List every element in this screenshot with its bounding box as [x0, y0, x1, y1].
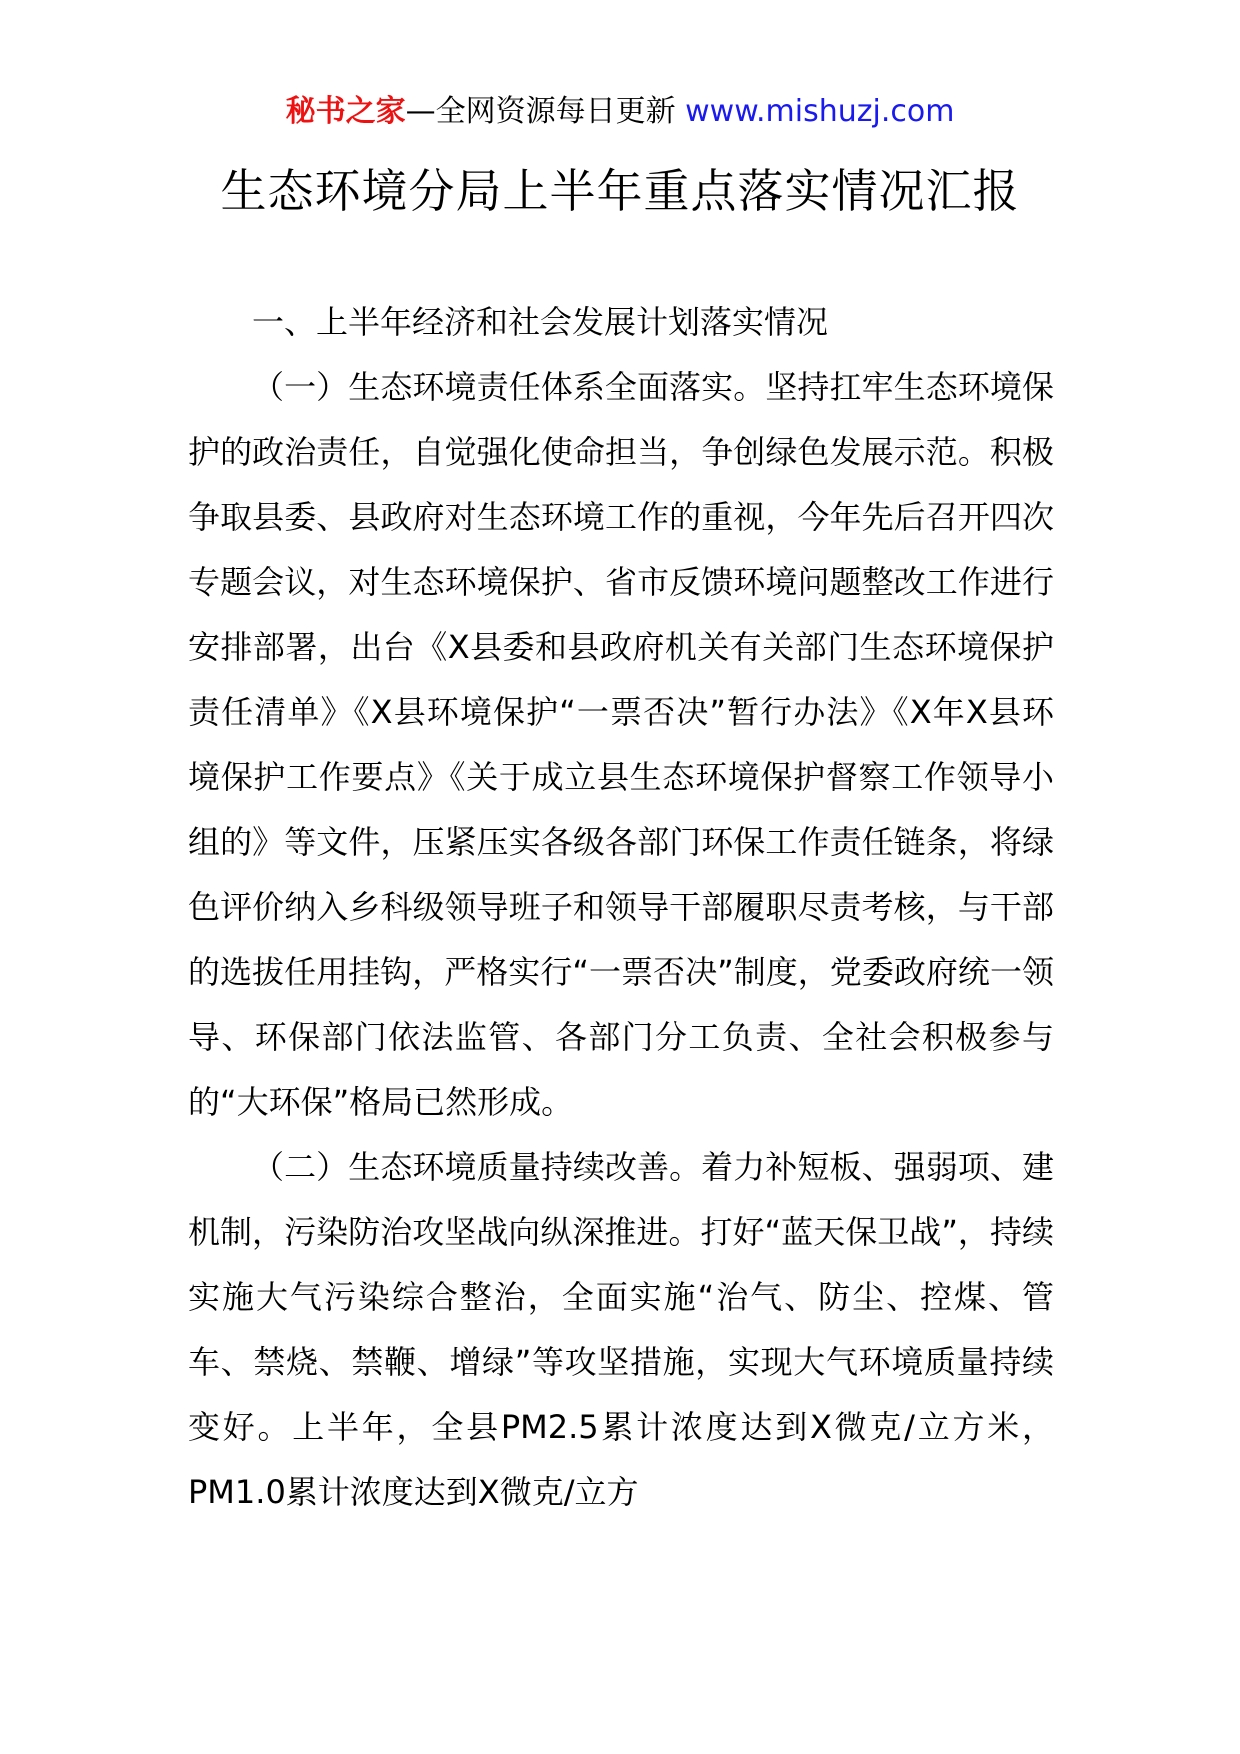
- paragraph-2: （二）生态环境质量持续改善。着力补短板、强弱项、建机制，污染防治攻坚战向纵深推进。打好“蓝天保卫战”，持续实施大气污染综合整治，全面实施“治气、防尘、控煤、管车、禁烧、禁鞭、增绿”等攻坚措施，实现大气环境质量持续变好。上半年，全县PM2.5累计浓度达到X微克/立方米，PM1.0累计浓度达到X微克/立方: [188, 1148, 1054, 1511]
- site-slogan: —全网资源每日更新: [405, 94, 676, 129]
- site-url-link[interactable]: www.mishuzj.com: [685, 94, 955, 129]
- document-title: 生态环境分局上半年重点落实情况汇报: [220, 164, 1020, 218]
- brand-name: 秘书之家: [285, 94, 406, 129]
- document-body: [188, 290, 1054, 1525]
- paragraph-1: （一）生态环境责任体系全面落实。坚持扛牢生态环境保护的政治责任，自觉强化使命担当，争创绿色发展示范。积极争取县委、县政府对生态环境工作的重视，今年先后召开四次专题会议，对生态环境保护、省市反馈环境问题整改工作进行安排部署，出台《X县委和县政府机关有关部门生态环境保护责任清单》《X县环境保护“一票否决”暂行办法》《X年X县环境保护工作要点》《关于成立县生态环境保护督察工作领导小组的》等文件，压紧压实各级各部门环保工作责任链条，将绿色评价纳入乡科级领导班子和领导干部履职尽责考核，与干部的选拔任用挂钩，严格实行“一票否决”制度，党委政府统一领导、环保部门依法监管、各部门分工负责、全社会积极参与的“大环保”格局已然形成。: [188, 368, 1054, 1121]
- site-header: [0, 92, 1240, 132]
- section-heading: 一、上半年经济和社会发展计划落实情况: [252, 303, 829, 341]
